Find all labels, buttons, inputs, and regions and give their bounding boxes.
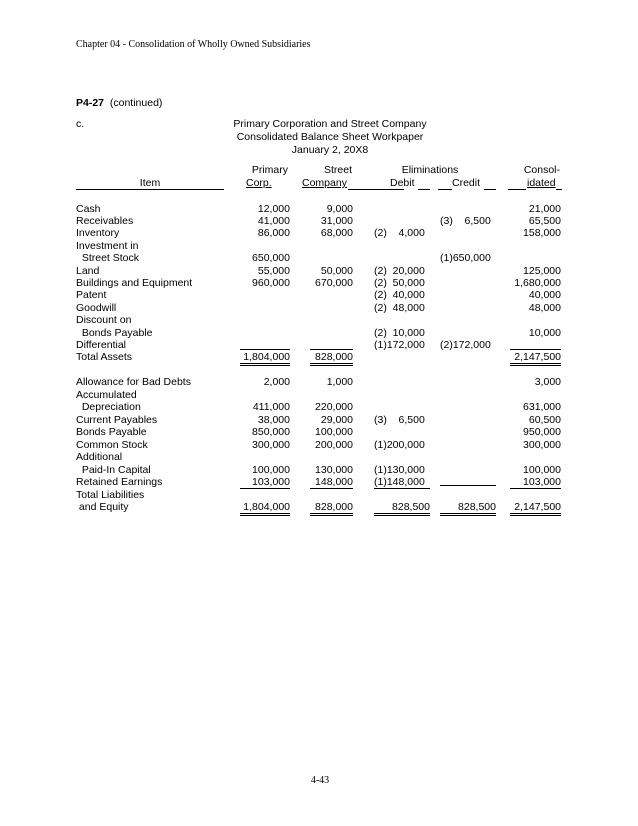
cell-item: Bonds Payable bbox=[76, 327, 153, 339]
cell-item: Cash bbox=[76, 203, 101, 215]
double-rule-total-le-consol bbox=[510, 513, 561, 516]
cell-consol: 158,000 bbox=[523, 227, 561, 239]
header-rule-debit-right bbox=[418, 189, 430, 190]
cell-street: 828,000 bbox=[315, 351, 353, 363]
col-consol-line2: idated bbox=[527, 177, 556, 189]
cell-consol: 3,000 bbox=[534, 376, 561, 388]
cell-consol: 48,000 bbox=[528, 302, 561, 314]
rule-credit-before-total-liab bbox=[440, 485, 496, 486]
cell-debit: (1)148,000 bbox=[374, 476, 425, 488]
cell-street: 670,000 bbox=[315, 277, 353, 289]
cell-consol: 60,500 bbox=[528, 414, 561, 426]
cell-primary: 41,000 bbox=[257, 215, 290, 227]
cell-item: Total Assets bbox=[76, 351, 133, 363]
cell-item: Current Payables bbox=[76, 414, 158, 426]
cell-consol: 631,000 bbox=[523, 401, 561, 413]
cell-primary: 55,000 bbox=[257, 265, 290, 277]
rule-primary-before-total-assets bbox=[240, 349, 290, 350]
cell-credit: 828,500 bbox=[458, 501, 496, 513]
cell-street: 828,000 bbox=[315, 501, 353, 513]
cell-consol: 21,000 bbox=[528, 203, 561, 215]
cell-debit: (2) 50,000 bbox=[374, 277, 425, 289]
cell-debit: (1)200,000 bbox=[374, 439, 425, 451]
cell-item: Differential bbox=[76, 339, 126, 351]
cell-item: Additional bbox=[76, 451, 123, 463]
cell-primary: 2,000 bbox=[263, 376, 290, 388]
cell-street: 50,000 bbox=[320, 265, 353, 277]
col-credit: Credit bbox=[452, 177, 481, 189]
cell-debit: (2) 20,000 bbox=[374, 265, 425, 277]
cell-street: 130,000 bbox=[315, 464, 353, 476]
col-item: Item bbox=[139, 177, 161, 189]
cell-item: Goodwill bbox=[76, 302, 117, 314]
cell-item: Street Stock bbox=[76, 252, 140, 264]
cell-consol: 65,500 bbox=[528, 215, 561, 227]
rule-street-before-total-assets bbox=[310, 349, 353, 350]
header-rule-debit-left bbox=[348, 189, 404, 190]
col-primary-line2: Corp. bbox=[246, 177, 272, 189]
cell-consol: 125,000 bbox=[523, 265, 561, 277]
header-rule-consol-left bbox=[508, 189, 526, 190]
cell-street: 68,000 bbox=[320, 227, 353, 239]
cell-street: 100,000 bbox=[315, 426, 353, 438]
cell-consol: 300,000 bbox=[523, 439, 561, 451]
cell-item: Land bbox=[76, 265, 100, 277]
cell-street: 1,000 bbox=[326, 376, 353, 388]
cell-item: Total Liabilities bbox=[76, 489, 145, 501]
cell-primary: 1,804,000 bbox=[243, 501, 290, 513]
chapter-header: Chapter 04 - Consolidation of Wholly Owned Subsidiaries bbox=[76, 39, 311, 50]
col-street-line1: Street bbox=[323, 164, 352, 176]
cell-debit: (2) 40,000 bbox=[374, 289, 425, 301]
double-rule-total-le-street bbox=[310, 513, 353, 516]
cell-street: 148,000 bbox=[315, 476, 353, 488]
cell-item: Patent bbox=[76, 289, 107, 301]
cell-primary: 411,000 bbox=[252, 401, 290, 413]
cell-consol: 100,000 bbox=[523, 464, 561, 476]
problem-note: (continued) bbox=[109, 97, 163, 109]
cell-debit: (1)172,000 bbox=[374, 339, 425, 351]
cell-credit: (3) 6,500 bbox=[440, 215, 491, 227]
double-rule-total-assets-street bbox=[310, 363, 353, 366]
cell-item: Receivables bbox=[76, 215, 134, 227]
cell-consol: 40,000 bbox=[528, 289, 561, 301]
cell-item: Depreciation bbox=[76, 401, 141, 413]
cell-debit: (2) 10,000 bbox=[374, 327, 425, 339]
cell-street: 220,000 bbox=[315, 401, 353, 413]
col-primary-line1: Primary bbox=[251, 164, 288, 176]
header-rule-consol-right bbox=[556, 189, 562, 190]
cell-consol: 103,000 bbox=[523, 476, 561, 488]
rule-consol-before-total-assets bbox=[510, 349, 561, 350]
cell-debit: (2) 4,000 bbox=[374, 227, 425, 239]
cell-primary: 103,000 bbox=[252, 476, 290, 488]
cell-consol: 10,000 bbox=[528, 327, 561, 339]
cell-consol: 2,147,500 bbox=[514, 351, 561, 363]
header-rule-item bbox=[76, 189, 224, 190]
cell-item: Investment in bbox=[76, 240, 139, 252]
cell-consol: 950,000 bbox=[523, 426, 561, 438]
cell-street: 9,000 bbox=[326, 203, 353, 215]
cell-debit: (3) 6,500 bbox=[374, 414, 425, 426]
rule-retained-consol bbox=[510, 488, 561, 489]
cell-street: 29,000 bbox=[320, 414, 353, 426]
cell-debit: 828,500 bbox=[392, 501, 430, 513]
cell-primary: 850,000 bbox=[252, 426, 290, 438]
cell-item: Bonds Payable bbox=[76, 426, 147, 438]
cell-item: Buildings and Equipment bbox=[76, 277, 193, 289]
cell-item: Discount on bbox=[76, 314, 132, 326]
cell-primary: 12,000 bbox=[257, 203, 290, 215]
double-rule-total-le-credit bbox=[440, 513, 496, 516]
rule-retained-street bbox=[310, 488, 353, 489]
cell-street: 200,000 bbox=[315, 439, 353, 451]
cell-primary: 300,000 bbox=[252, 439, 290, 451]
cell-item: Paid-In Capital bbox=[76, 464, 151, 476]
cell-primary: 38,000 bbox=[257, 414, 290, 426]
rule-retained-debit bbox=[374, 488, 430, 489]
cell-item: Allowance for Bad Debts bbox=[76, 376, 191, 388]
col-street-line2: Company bbox=[302, 177, 347, 189]
cell-item: Common Stock bbox=[76, 439, 148, 451]
cell-item: Inventory bbox=[76, 227, 120, 239]
cell-street: 31,000 bbox=[320, 215, 353, 227]
col-consol-line1: Consol- bbox=[523, 164, 560, 176]
cell-primary: 1,804,000 bbox=[243, 351, 290, 363]
cell-primary: 650,000 bbox=[252, 252, 290, 264]
double-rule-total-assets-primary bbox=[240, 363, 290, 366]
cell-item: and Equity bbox=[76, 501, 129, 513]
cell-debit: (1)130,000 bbox=[374, 464, 425, 476]
cell-credit: (1)650,000 bbox=[440, 252, 491, 264]
cell-credit: (2)172,000 bbox=[440, 339, 491, 351]
col-debit: Debit bbox=[390, 177, 415, 189]
page-number: 4-43 bbox=[310, 775, 330, 786]
double-rule-total-le-primary bbox=[240, 513, 290, 516]
problem-number: P4-27 bbox=[76, 97, 105, 109]
double-rule-total-assets-consol bbox=[510, 363, 561, 366]
rule-retained-primary bbox=[240, 488, 290, 489]
header-rule-credit-left bbox=[438, 189, 452, 190]
cell-item: Accumulated bbox=[76, 389, 137, 401]
workpaper-title-line1: Primary Corporation and Street Company bbox=[233, 118, 427, 130]
problem-heading bbox=[76, 98, 162, 109]
workpaper-title-line3: January 2, 20X8 bbox=[291, 144, 369, 156]
cell-consol: 1,680,000 bbox=[514, 277, 561, 289]
col-eliminations: Eliminations bbox=[401, 164, 459, 176]
cell-primary: 960,000 bbox=[252, 277, 290, 289]
cell-primary: 86,000 bbox=[257, 227, 290, 239]
cell-debit: (2) 48,000 bbox=[374, 302, 425, 314]
part-label: c. bbox=[76, 118, 85, 130]
cell-consol: 2,147,500 bbox=[514, 501, 561, 513]
cell-primary: 100,000 bbox=[252, 464, 290, 476]
header-rule-credit-right bbox=[484, 189, 496, 190]
workpaper-title-line2: Consolidated Balance Sheet Workpaper bbox=[236, 131, 424, 143]
double-rule-total-le-debit bbox=[374, 513, 430, 516]
cell-item: Retained Earnings bbox=[76, 476, 163, 488]
